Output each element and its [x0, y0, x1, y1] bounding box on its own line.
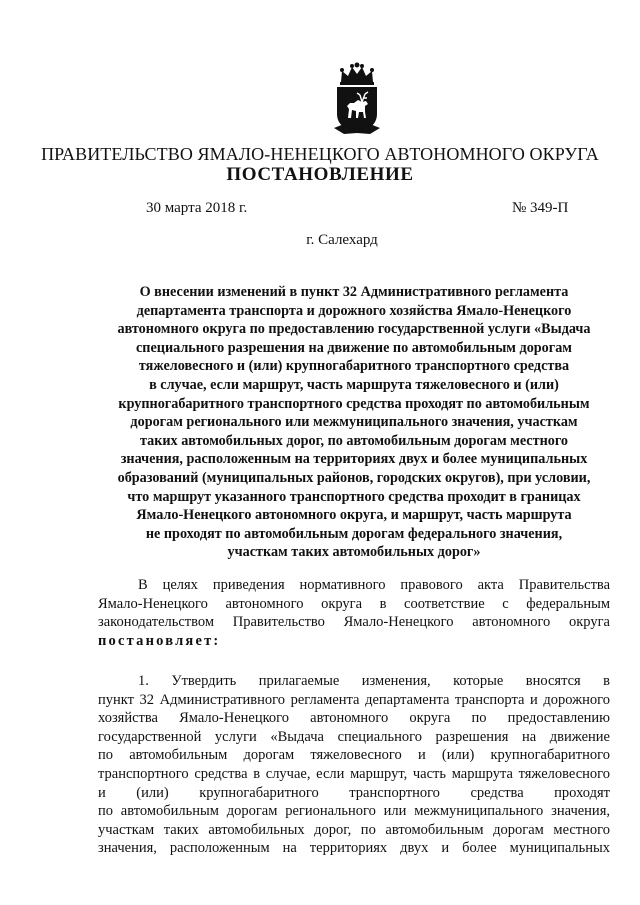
- document-title: [96, 283, 612, 562]
- document-date: 30 марта 2018 г.: [146, 200, 248, 216]
- resolve-word: постановляет:: [98, 632, 221, 649]
- title-line: крупногабаритного транспортного средства проходят по автомобильным: [118, 395, 590, 412]
- body-line: значения, расположенным на территориях двух и более муниципальных: [98, 840, 610, 857]
- body-line: транспортного средства в случае, если маршрут, часть маршрута тяжеловесного: [98, 765, 610, 782]
- body-line: по автомобильным дорогам тяжеловесного и (или) крупногабаритного: [98, 747, 610, 764]
- title-line: таких автомобильных дорог, по автомобильным дорогам местного: [139, 432, 569, 449]
- title-line: значения, расположенным на территориях двух и более муниципальных: [120, 451, 588, 468]
- title-line: образований (муниципальных районов, городских округов), при условии,: [117, 469, 591, 486]
- body-line: хозяйства Ямало-Ненецкого автономного округа по предоставлению: [98, 710, 610, 727]
- title-line: что маршрут указанного транспортного средства проходит в границах: [127, 488, 581, 505]
- body-line: законодательством Правительство Ямало-Ненецкого автономного округа: [98, 614, 610, 631]
- body-line: государственной услуги «Выдача специального разрешения на движение: [98, 728, 610, 745]
- government-name: ПРАВИТЕЛЬСТВО ЯМАЛО-НЕНЕЦКОГО АВТОНОМНОГО ОКРУГА: [41, 144, 599, 164]
- title-line: тяжеловесного и (или) крупногабаритного транспортного средства: [138, 358, 570, 375]
- title-line: в случае, если маршрут, часть маршрута тяжеловесного и (или): [149, 376, 559, 393]
- preamble-paragraph: [98, 576, 610, 650]
- title-line: департамента транспорта и дорожного хозяйства Ямало-Ненецкого: [136, 302, 572, 319]
- body-line: 1. Утвердить прилагаемые изменения, которые вносятся в: [138, 673, 610, 689]
- title-line: специального разрешения на движение по автомобильным дорогам: [136, 339, 572, 356]
- title-line: участкам таких автомобильных дорог»: [227, 544, 481, 561]
- body-line: участкам таких автомобильных дорог, по автомобильным дорогам местного: [98, 821, 610, 838]
- coat-of-arms-emblem: [332, 62, 382, 134]
- body-line: и (или) крупногабаритного транспортного средства проходят: [98, 784, 610, 801]
- document-number: № 349-П: [512, 200, 569, 216]
- title-line: автономного округа по предоставлению государственной услуги «Выдача: [117, 321, 591, 338]
- body-line: В целях приведения нормативного правового акта Правительства: [138, 577, 610, 593]
- body-line: по автомобильным дорогам регионального или межмуниципального значения,: [98, 803, 610, 820]
- title-line: не проходят по автомобильным дорогам федерального значения,: [145, 525, 563, 542]
- body-line: Ямало-Ненецкого автономного округа в соответствие с федеральным: [98, 595, 610, 612]
- title-line: О внесении изменений в пункт 32 Административного регламента: [139, 284, 569, 300]
- document-city: г. Салехард: [306, 232, 378, 248]
- title-line: дорогам регионального или межмуниципального значения, участкам: [130, 414, 578, 431]
- item-1-paragraph: [98, 672, 610, 858]
- document-type: ПОСТАНОВЛЕНИЕ: [226, 164, 414, 185]
- body-line: пункт 32 Административного регламента департамента транспорта и дорожного: [98, 691, 610, 708]
- title-line: Ямало-Ненецкого автономного округа, и маршрут, часть маршрута: [136, 507, 572, 524]
